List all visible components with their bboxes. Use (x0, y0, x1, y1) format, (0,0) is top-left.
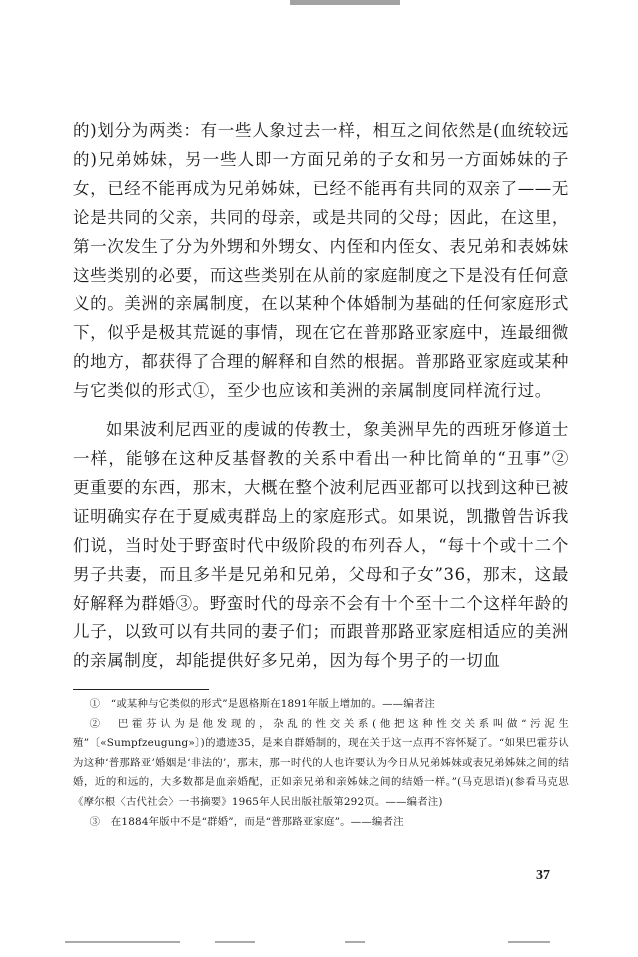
footnote-divider (73, 689, 209, 690)
bottom-scan-artifact (0, 938, 638, 946)
main-text (73, 117, 569, 676)
page-number: 37 (536, 868, 550, 883)
top-scan-artifact (290, 0, 400, 5)
footnote: ① “或某种与它类似的形式”是恩格斯在1891年版上增加的。——编者注 (89, 698, 436, 710)
paragraph: 如果波利尼西亚的虔诚的传教士，象美洲早先的西班牙修道士一样，能够在这种反基督教的关系中看出一种比简单的“丑事”②更重要的东西，那末，大概在整个波利尼西亚都可以找到这种已被证明确实存在于夏威夷群岛上的家庭形式。如果说，凯撒曾告诉我们说，当时处于野蛮时代中级阶段的布列吞人，“每十个或十二个男子共妻，而且多半是兄弟和兄弟，父母和子女”36，那末，这最好解释为群婚③。野蛮时代的母亲不会有十个至十二个这样年龄的儿子，以致可以有共同的妻子们；而跟普那路亚家庭相适应的美洲的亲属制度，却能提供好多兄弟，因为每个男子的一切血 (73, 420, 569, 671)
footnote: ③ 在1884年版中不是“群婚”，而是“普那路亚家庭”。——编者注 (89, 815, 404, 828)
footnote: ② 巴霍芬认为是他发现的，杂乱的性交关系(他把这种性交关系叫做“污泥生殖”〔«Sumpfzeugung»〕)的遗迹35，是来自群婚制的，现在关于这一点再不容怀疑了。“如果巴霍芬认为这种‘普那路亚’婚姻是‘非法的’，那末，那一时代的人也许要认为今日从兄弟姊妹或表兄弟姊妹之间的结婚，近的和远的，大多数都是血亲婚配，正如亲兄弟和亲姊妹之间的结婚一样。”(马克思语)(参看马克思《摩尔根〈古代社会〉一书摘要》1965年人民出版社版第292页。——编者注) (73, 717, 569, 808)
footnotes (73, 695, 569, 832)
paragraph: 的)划分为两类：有一些人象过去一样，相互之间依然是(血统较远的)兄弟姊妹，另一些人即一方面兄弟的子女和另一方面姊妹的子女，已经不能再成为兄弟姊妹，已经不能再有共同的双亲了——无论是共同的父亲，共同的母亲，或是共同的父母；因此，在这里，第一次发生了分为外甥和外甥女、内侄和内侄女、表兄弟和表姊妹这些类别的必要，而这些类别在从前的家庭制度之下是没有任何意义的。美洲的亲属制度，在以某种个体婚制为基础的任何家庭形式下，似乎是极其荒诞的事情，现在它在普那路亚家庭中，连最细微的地方，都获得了合理的解释和自然的根据。普那路亚家庭或某种与它类似的形式①，至少也应该和美洲的亲属制度同样流行过。 (73, 121, 569, 401)
